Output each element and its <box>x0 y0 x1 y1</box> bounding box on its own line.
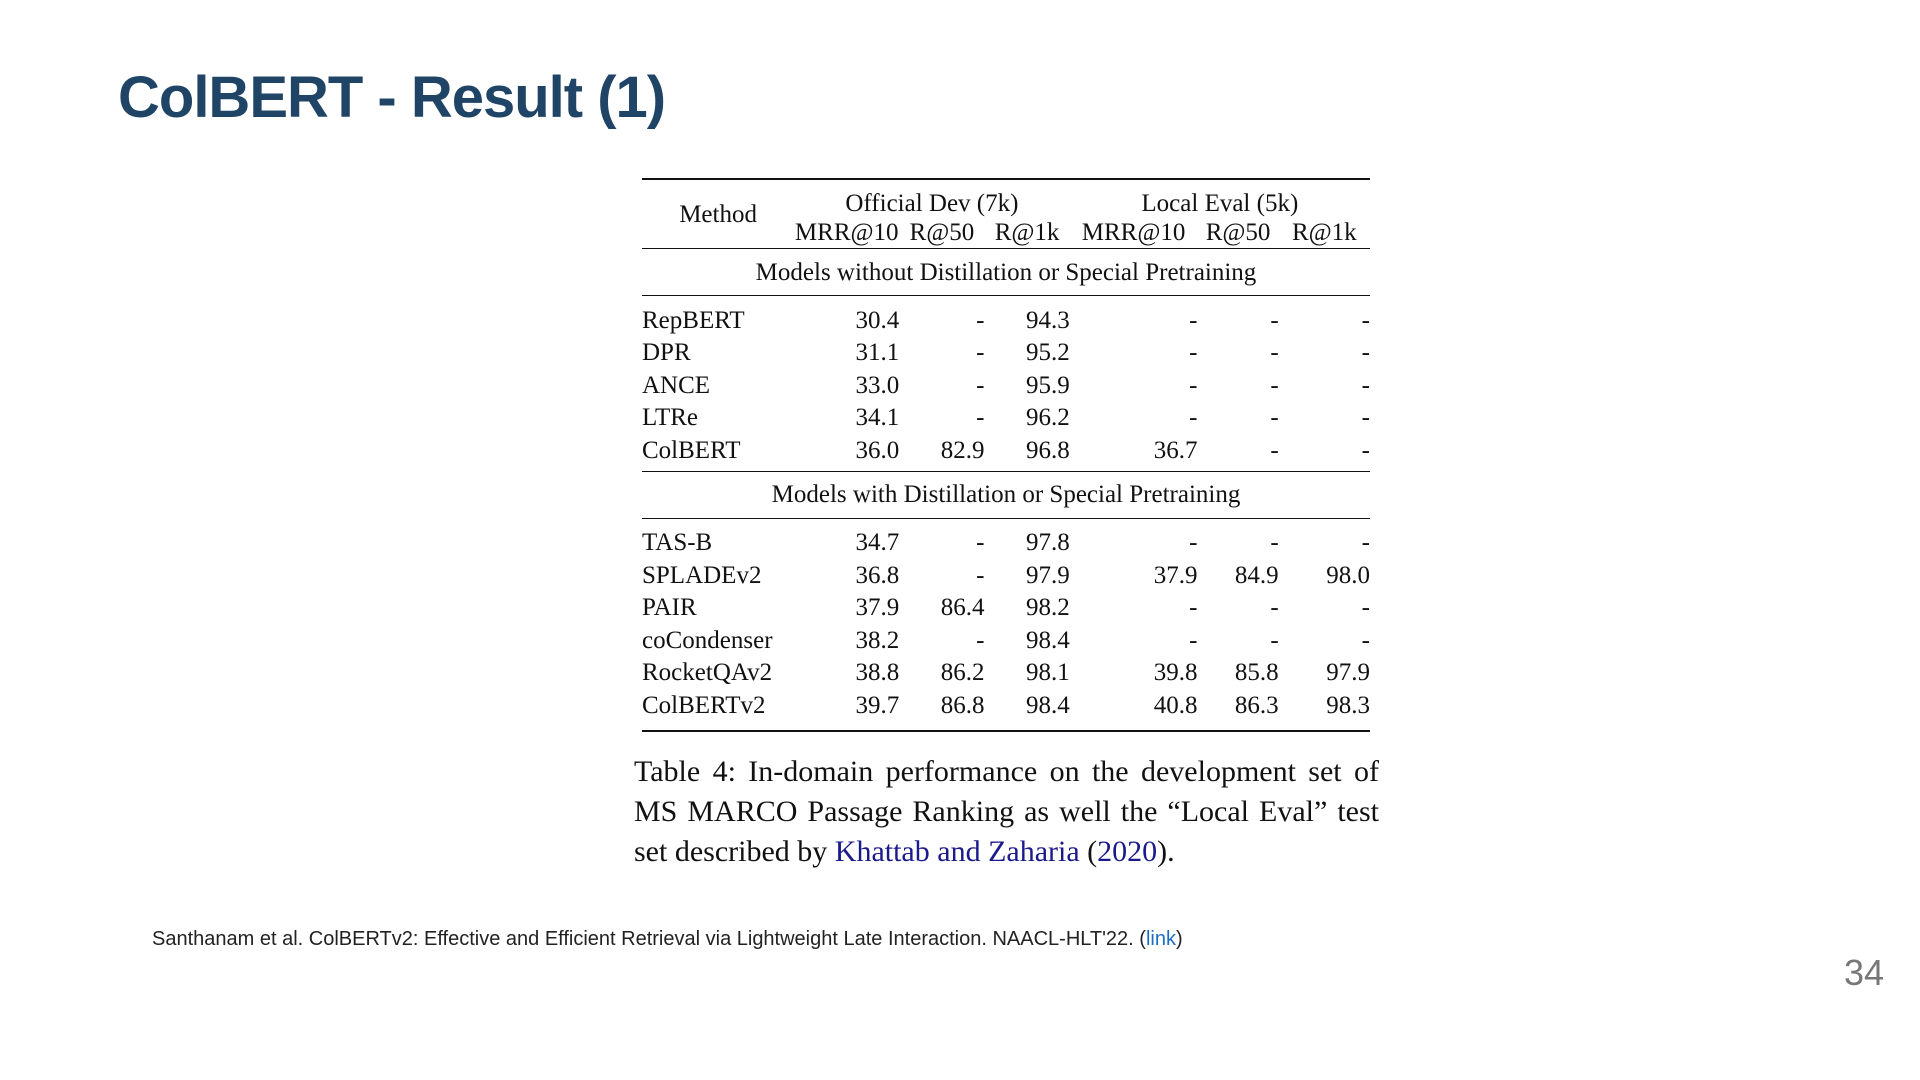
value-cell: - <box>1189 529 1198 557</box>
value-cell: 37.9 <box>1153 561 1198 589</box>
value-cell: - <box>1361 436 1370 464</box>
value-cell: 98.1 <box>1025 659 1070 687</box>
value-cell: - <box>1361 626 1370 654</box>
results-table-figure <box>634 178 1379 872</box>
value-cell: 96.8 <box>1025 436 1070 464</box>
value-cell: - <box>1270 529 1279 557</box>
value-cell: - <box>1361 594 1370 622</box>
value-cell: - <box>1189 339 1198 367</box>
value-cell: - <box>1270 436 1279 464</box>
value-cell: - <box>1189 594 1198 622</box>
value-cell: 38.8 <box>855 659 900 687</box>
caption-citation-authors[interactable]: Khattab and Zaharia <box>834 834 1080 868</box>
value-cell: 30.4 <box>855 306 900 334</box>
value-cell: - <box>1270 339 1279 367</box>
value-cell: 31.1 <box>855 339 900 367</box>
value-cell: 97.8 <box>1025 529 1070 557</box>
table-bottom-rule <box>642 726 1370 731</box>
value-cell: - <box>1189 306 1198 334</box>
caption-citation-year[interactable]: 2020 <box>1097 834 1158 868</box>
value-cell: 37.9 <box>855 594 900 622</box>
value-cell: 36.0 <box>855 436 900 464</box>
table-row <box>642 657 1370 690</box>
value-cell: 98.4 <box>1025 626 1070 654</box>
caption-paren-close: ). <box>1157 834 1175 868</box>
value-cell: 95.2 <box>1025 339 1070 367</box>
value-cell: 95.9 <box>1025 371 1070 399</box>
value-cell: - <box>976 371 985 399</box>
value-cell: - <box>1361 529 1370 557</box>
value-cell: - <box>1270 371 1279 399</box>
metric-header: MRR@10 <box>1081 218 1186 246</box>
metric-header: R@1k <box>994 218 1060 246</box>
value-cell: 86.2 <box>940 659 985 687</box>
value-cell: 85.8 <box>1234 659 1279 687</box>
method-cell: PAIR <box>642 594 697 622</box>
value-cell: 40.8 <box>1153 691 1198 719</box>
value-cell: 86.3 <box>1234 691 1279 719</box>
value-cell: - <box>1270 594 1279 622</box>
method-cell: RocketQAv2 <box>642 659 773 687</box>
value-cell: 39.7 <box>855 691 900 719</box>
value-cell: - <box>1189 626 1198 654</box>
value-cell: 98.2 <box>1025 594 1070 622</box>
section-title: Models with Distillation or Special Pretraining <box>642 471 1370 518</box>
method-header: Method <box>679 200 757 228</box>
value-cell: 97.9 <box>1326 659 1370 687</box>
citation-text: Santhanam et al. ColBERTv2: Effective and Efficient Retrieval via Lightweight Late Interaction. NAACL-HLT'22. ( <box>152 928 1146 950</box>
value-cell: 33.0 <box>855 371 900 399</box>
table-row <box>642 337 1370 370</box>
table-row <box>642 369 1370 402</box>
method-cell: ANCE <box>642 371 711 399</box>
value-cell: - <box>976 404 985 432</box>
method-cell: RepBERT <box>642 306 745 334</box>
value-cell: 94.3 <box>1025 306 1070 334</box>
results-table <box>642 178 1370 732</box>
table-row <box>642 434 1370 471</box>
value-cell: 34.7 <box>855 529 900 557</box>
group-header-local-eval: Local Eval (5k) <box>1141 190 1299 217</box>
group-header-official-dev: Official Dev (7k) <box>845 190 1019 217</box>
value-cell: 86.4 <box>940 594 985 622</box>
value-cell: 97.9 <box>1025 561 1070 589</box>
value-cell: 36.7 <box>1153 436 1198 464</box>
page-number: 34 <box>1843 952 1884 993</box>
caption-text: Table 4: In-domain performance on the development set of MS MARCO Passage Ranking as well the “Local Eval” test set described by <box>634 754 1379 868</box>
value-cell: 98.3 <box>1326 691 1370 719</box>
value-cell: 82.9 <box>940 436 985 464</box>
value-cell: - <box>976 626 985 654</box>
value-cell: 36.8 <box>855 561 900 589</box>
value-cell: 98.4 <box>1025 691 1070 719</box>
method-cell: coCondenser <box>642 626 773 654</box>
value-cell: - <box>976 339 985 367</box>
section-header-row <box>642 471 1370 518</box>
value-cell: - <box>1361 371 1370 399</box>
value-cell: - <box>1270 626 1279 654</box>
value-cell: - <box>1189 371 1198 399</box>
metric-header: R@50 <box>1205 218 1271 246</box>
citation-close: ) <box>1175 928 1183 950</box>
metric-header: R@50 <box>909 218 975 246</box>
citation-link[interactable]: link <box>1145 928 1176 950</box>
value-cell: 98.0 <box>1326 561 1370 589</box>
caption-paren-open: ( <box>1079 834 1098 868</box>
method-cell: ColBERTv2 <box>642 691 766 719</box>
metric-header: R@1k <box>1291 218 1357 246</box>
metric-header: MRR@10 <box>794 218 899 246</box>
value-cell: - <box>1361 404 1370 432</box>
section-header-row <box>642 249 1370 296</box>
value-cell: 39.8 <box>1153 659 1198 687</box>
table-row <box>642 296 1370 337</box>
value-cell: - <box>976 306 985 334</box>
table-row <box>642 624 1370 657</box>
value-cell: - <box>976 529 985 557</box>
value-cell: - <box>976 561 985 589</box>
source-citation <box>152 928 1183 951</box>
value-cell: 86.8 <box>940 691 985 719</box>
method-cell: TAS-B <box>642 529 713 557</box>
value-cell: - <box>1361 339 1370 367</box>
value-cell: - <box>1189 404 1198 432</box>
method-cell: DPR <box>642 339 691 367</box>
table-row <box>642 518 1370 559</box>
method-cell: ColBERT <box>642 436 741 464</box>
section-title: Models without Distillation or Special Pretraining <box>642 249 1370 296</box>
table-row <box>642 689 1370 726</box>
table-row <box>642 559 1370 592</box>
value-cell: - <box>1361 306 1370 334</box>
table-row <box>642 402 1370 435</box>
method-cell: SPLADEv2 <box>642 561 762 589</box>
value-cell: 96.2 <box>1025 404 1070 432</box>
value-cell: - <box>1270 306 1279 334</box>
value-cell: 34.1 <box>855 404 900 432</box>
method-cell: LTRe <box>642 404 699 432</box>
value-cell: 38.2 <box>855 626 900 654</box>
table-caption <box>634 752 1379 872</box>
results-table-body <box>642 179 1370 731</box>
slide-title: ColBERT - Result (1) <box>118 65 666 130</box>
value-cell: 84.9 <box>1234 561 1279 589</box>
table-row <box>642 592 1370 625</box>
value-cell: - <box>1270 404 1279 432</box>
